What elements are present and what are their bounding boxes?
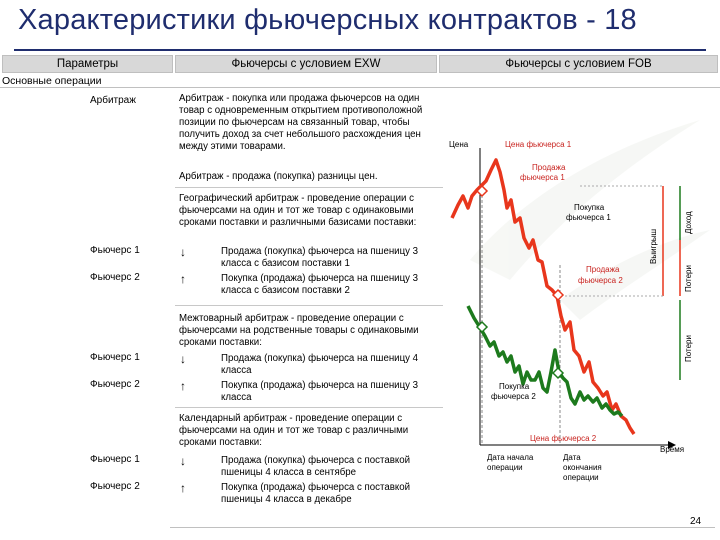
- footer-rule: [170, 527, 715, 528]
- loss-1-label: Потери: [684, 265, 693, 292]
- geo-futures-1-text: Продажа (покупка) фьючерса на пшеницу 3 класса с базисом поставки 1: [221, 246, 419, 269]
- buy-futures-1-label-line2: фьючерса 1: [566, 213, 611, 222]
- futures-2-price-label: Цена фьючерса 2: [530, 434, 597, 443]
- arrow-down-icon: ↓: [180, 352, 186, 366]
- arrow-down-icon: ↓: [180, 454, 186, 468]
- loss-2-label: Потери: [684, 335, 693, 362]
- sell-futures-2-label-line1: Продажа: [586, 265, 620, 274]
- profit-label: Доход: [684, 211, 693, 234]
- inter-futures-1-label: Фьючерс 1: [90, 352, 140, 363]
- arrow-down-icon: ↓: [180, 245, 186, 259]
- start-date-label-line2: операции: [487, 463, 523, 472]
- cal-futures-1-label: Фьючерс 1: [90, 454, 140, 465]
- geo-arbitrage-text: Географический арбитраж - проведение операции с фьючерсами на один и тот же товар с одинаковыми сроками поставки и различными базисами поставки:: [179, 193, 417, 228]
- gain-label: Выигрыш: [649, 228, 658, 264]
- end-date-label-line1: Дата: [563, 453, 581, 462]
- arbitrage-definition: Арбитраж - покупка или продажа фьючерсов на один товар с одновременным открытием противоположной позиции по фьючерсам на связанный товар, чтобы получить доход за счет небольшого расхождения цен между этими товарами.: [179, 93, 423, 152]
- geo-futures-1-label: Фьючерс 1: [90, 245, 140, 256]
- end-date-label-line3: операции: [563, 473, 599, 482]
- cal-futures-1-text: Продажа (покупка) фьючерса с поставкой пшеницы 4 класса в сентябре: [221, 455, 411, 478]
- arbitrage-definition-2: Арбитраж - продажа (покупка) разницы цен.: [179, 171, 378, 182]
- header-params: Параметры: [2, 55, 173, 73]
- cal-futures-2-label: Фьючерс 2: [90, 481, 140, 492]
- end-date-label-line2: окончания: [563, 463, 602, 472]
- slide-title: Характеристики фьючерсных контрактов - 18: [18, 4, 637, 36]
- sell-futures-1-label-line1: Продажа: [532, 163, 566, 172]
- axis-price-label: Цена: [449, 140, 469, 149]
- geo-futures-2-label: Фьючерс 2: [90, 272, 140, 283]
- section-label: Основные операции: [2, 75, 102, 87]
- buy-futures-2-label-line1: Покупка: [499, 382, 530, 391]
- arbitrage-label: Арбитраж: [90, 95, 136, 106]
- axis-time-label: Время: [660, 445, 685, 454]
- geo-futures-2-text: Покупка (продажа) фьючерса на пшеницу 3 класса с базисом поставки 2: [221, 273, 419, 296]
- header-exw: Фьючерсы с условием EXW: [175, 55, 437, 73]
- inter-arbitrage-text: Межтоварный арбитраж - проведение операции с фьючерсами на родственные товары с одинаковыми сроками поставки:: [179, 313, 419, 348]
- arrow-up-icon: ↑: [180, 379, 186, 393]
- inter-futures-2-label: Фьючерс 2: [90, 379, 140, 390]
- buy-futures-2-label-line2: фьючерса 2: [491, 392, 536, 401]
- start-date-label-line1: Дата начала: [487, 453, 534, 462]
- futures-1-price-label: Цена фьючерса 1: [505, 140, 572, 149]
- cal-futures-2-text: Покупка (продажа) фьючерса с поставкой пшеницы 4 класса в декабре: [221, 482, 411, 505]
- arrow-up-icon: ↑: [180, 481, 186, 495]
- arrow-up-icon: ↑: [180, 272, 186, 286]
- buy-futures-1-label-line1: Покупка: [574, 203, 605, 212]
- inter-futures-1-text: Продажа (покупка) фьючерса на пшеницу 4 класса: [221, 353, 419, 376]
- sell-futures-2-label-line2: фьючерса 2: [578, 276, 623, 285]
- cal-arbitrage-text: Календарный арбитраж - проведение операции с фьючерсами на один и тот же товар с различными сроками поставки:: [179, 413, 409, 448]
- inter-futures-2-text: Покупка (продажа) фьючерса на пшеницу 3 класса: [221, 380, 419, 403]
- page-number: 24: [690, 516, 702, 527]
- sell-futures-1-label-line2: фьючерса 1: [520, 173, 565, 182]
- header-fob: Фьючерсы с условием FOB: [439, 55, 718, 73]
